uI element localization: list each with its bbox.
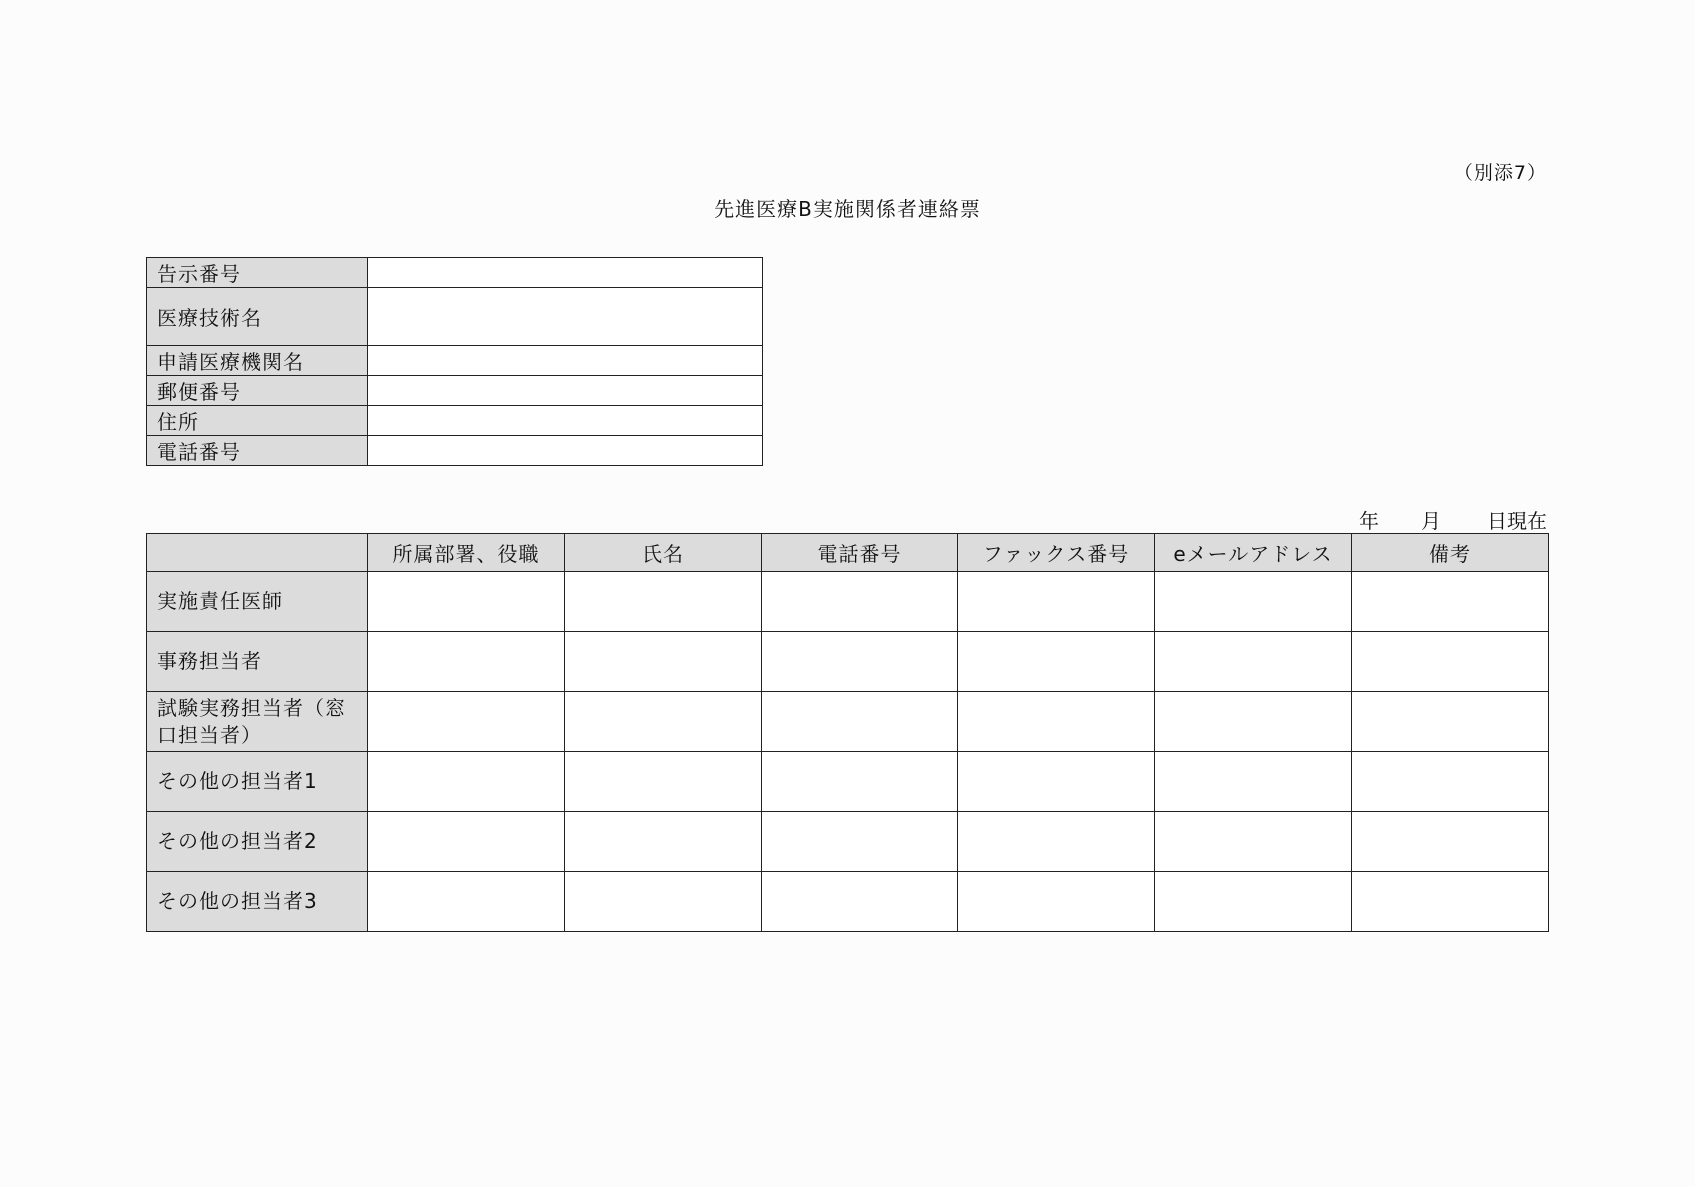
remarks-cell[interactable] — [1352, 812, 1549, 872]
name-cell[interactable] — [565, 752, 762, 812]
info-label: 郵便番号 — [147, 376, 368, 406]
column-header-phone: 電話番号 — [762, 534, 958, 572]
institution-name-field[interactable] — [368, 346, 763, 376]
table-row — [147, 752, 1549, 812]
as-of-date — [1359, 505, 1547, 534]
table-row — [147, 872, 1549, 932]
info-label: 告示番号 — [147, 258, 368, 288]
info-label: 電話番号 — [147, 436, 368, 466]
email-cell[interactable] — [1155, 632, 1352, 692]
phone-cell[interactable] — [762, 752, 958, 812]
name-cell[interactable] — [565, 872, 762, 932]
phone-cell[interactable] — [762, 572, 958, 632]
row-role-label: その他の担当者3 — [147, 872, 368, 932]
email-cell[interactable] — [1155, 692, 1352, 752]
remarks-cell[interactable] — [1352, 572, 1549, 632]
info-row-notification-number — [147, 258, 763, 288]
fax-cell[interactable] — [958, 572, 1155, 632]
phone-cell[interactable] — [762, 692, 958, 752]
table-row — [147, 632, 1549, 692]
column-header-remarks: 備考 — [1352, 534, 1549, 572]
department-cell[interactable] — [368, 692, 565, 752]
year-label: 年 — [1359, 509, 1379, 533]
address-field[interactable] — [368, 406, 763, 436]
info-row-technology-name — [147, 288, 763, 346]
column-header-department: 所属部署、役職 — [368, 534, 565, 572]
page-title: 先進医療B実施関係者連絡票 — [714, 197, 981, 221]
row-role-label: その他の担当者1 — [147, 752, 368, 812]
name-cell[interactable] — [565, 812, 762, 872]
name-cell[interactable] — [565, 692, 762, 752]
month-label: 月 — [1421, 509, 1441, 533]
info-row-address — [147, 406, 763, 436]
contact-table — [146, 533, 1549, 932]
row-role-label: 試験実務担当者（窓口担当者） — [147, 692, 368, 752]
remarks-cell[interactable] — [1352, 752, 1549, 812]
fax-cell[interactable] — [958, 872, 1155, 932]
info-row-institution-name — [147, 346, 763, 376]
department-cell[interactable] — [368, 812, 565, 872]
remarks-cell[interactable] — [1352, 632, 1549, 692]
info-label: 申請医療機関名 — [147, 346, 368, 376]
table-row — [147, 572, 1549, 632]
table-row — [147, 692, 1549, 752]
attachment-label: （別添7） — [1453, 162, 1547, 184]
fax-cell[interactable] — [958, 812, 1155, 872]
column-header-role — [147, 534, 368, 572]
technology-name-field[interactable] — [368, 288, 763, 346]
name-cell[interactable] — [565, 572, 762, 632]
email-cell[interactable] — [1155, 812, 1352, 872]
contact-header-row — [147, 534, 1549, 572]
info-label: 医療技術名 — [147, 288, 368, 346]
remarks-cell[interactable] — [1352, 692, 1549, 752]
info-row-phone — [147, 436, 763, 466]
info-label: 住所 — [147, 406, 368, 436]
fax-cell[interactable] — [958, 752, 1155, 812]
day-current-label: 日現在 — [1487, 509, 1547, 533]
email-cell[interactable] — [1155, 572, 1352, 632]
postal-code-field[interactable] — [368, 376, 763, 406]
phone-field[interactable] — [368, 436, 763, 466]
name-cell[interactable] — [565, 632, 762, 692]
phone-cell[interactable] — [762, 632, 958, 692]
remarks-cell[interactable] — [1352, 872, 1549, 932]
phone-cell[interactable] — [762, 812, 958, 872]
column-header-email: eメールアドレス — [1155, 534, 1352, 572]
fax-cell[interactable] — [958, 692, 1155, 752]
department-cell[interactable] — [368, 752, 565, 812]
email-cell[interactable] — [1155, 752, 1352, 812]
column-header-name: 氏名 — [565, 534, 762, 572]
row-role-label: その他の担当者2 — [147, 812, 368, 872]
department-cell[interactable] — [368, 872, 565, 932]
institution-info-table — [146, 257, 763, 466]
column-header-fax: ファックス番号 — [958, 534, 1155, 572]
department-cell[interactable] — [368, 572, 565, 632]
fax-cell[interactable] — [958, 632, 1155, 692]
email-cell[interactable] — [1155, 872, 1352, 932]
notification-number-field[interactable] — [368, 258, 763, 288]
row-role-label: 事務担当者 — [147, 632, 368, 692]
phone-cell[interactable] — [762, 872, 958, 932]
department-cell[interactable] — [368, 632, 565, 692]
info-row-postal-code — [147, 376, 763, 406]
row-role-label: 実施責任医師 — [147, 572, 368, 632]
table-row — [147, 812, 1549, 872]
